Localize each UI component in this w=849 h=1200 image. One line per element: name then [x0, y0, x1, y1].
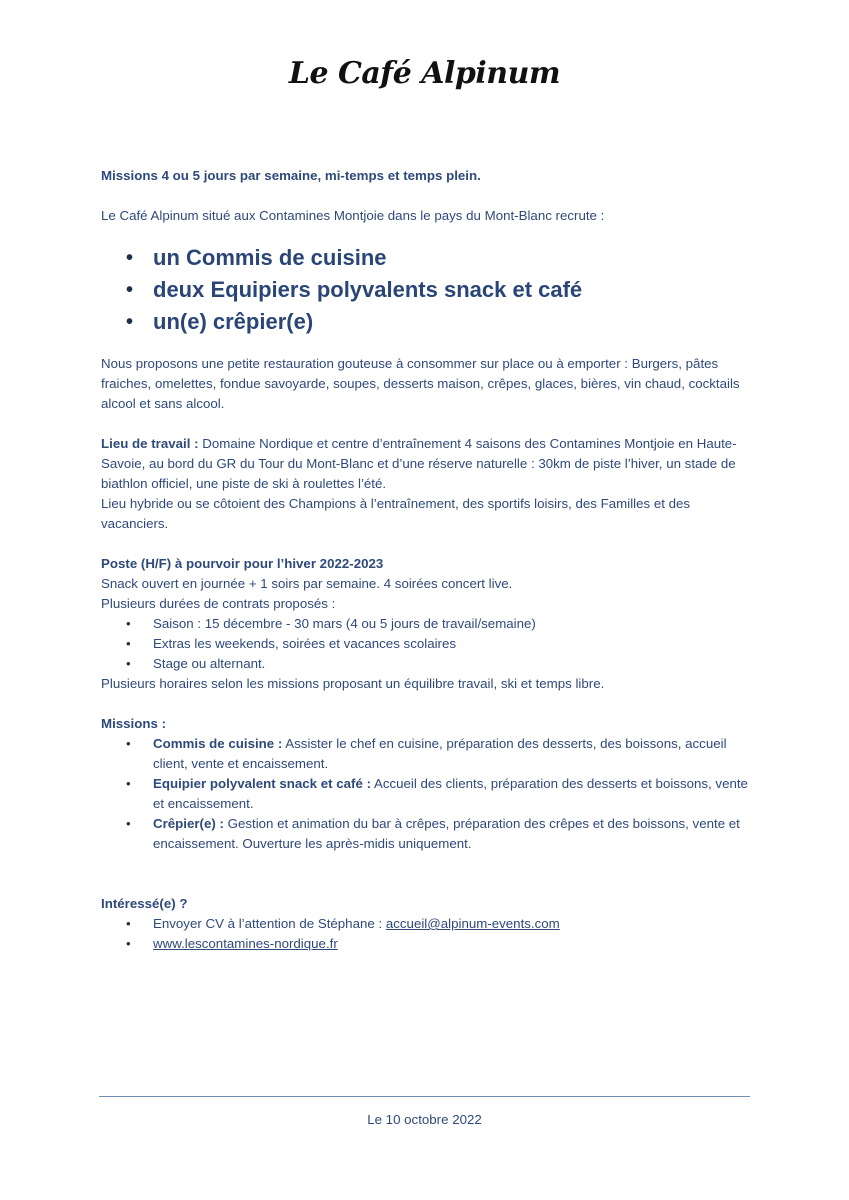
email-link[interactable]: accueil@alpinum-events.com [385, 916, 560, 931]
position-item: • deux Equipiers polyvalents snack et café [101, 274, 751, 306]
position-item: • un(e) crêpier(e) [101, 306, 751, 338]
mission-item [101, 814, 751, 854]
footer-divider [99, 1096, 750, 1097]
interesse-heading: Intéressé(e) ? [101, 896, 188, 911]
mission-item [101, 734, 751, 774]
cv-text: Envoyer CV à l’attention de Stéphane : [153, 916, 386, 931]
lieu-text-2: Lieu hybride ou se côtoient des Champions à l’entraînement, des sportifs loisirs, des Familles et des vacanciers. [101, 496, 691, 531]
intro-text: Le Café Alpinum situé aux Contamines Montjoie dans le pays du Mont-Blanc recrute : [101, 208, 605, 223]
footer-date: Le 10 octobre 2022 [367, 1112, 482, 1127]
intro-heading: Missions 4 ou 5 jours par semaine, mi-temps et temps plein. [101, 168, 481, 183]
mission-label: Crêpier(e) : [153, 816, 224, 831]
position-item: • un Commis de cuisine [101, 242, 751, 274]
contact-list [101, 914, 751, 954]
positions-list [101, 242, 751, 338]
mission-item [101, 774, 751, 814]
offer-text: Nous proposons une petite restauration gouteuse à consommer sur place ou à emporter : Burgers, pâtes fraiches, omelettes, fondue savoyarde, soupes, desserts maison, crêpes, glaces, bières, vin chaud, cocktails alcool et sans alcool. [101, 356, 740, 411]
mission-text: Gestion et animation du bar à crêpes, préparation des crêpes et des boissons, vente et encaissement. Ouverture les après-midis uniquement. [153, 816, 740, 851]
logo: Le Café Alpinum [288, 56, 561, 91]
missions-list [101, 734, 751, 854]
poste-line-1: Snack ouvert en journée + 1 soirs par semaine. 4 soirées concert live. [101, 576, 513, 591]
contract-item: • Stage ou alternant. [101, 654, 751, 674]
lieu-label: Lieu de travail : [101, 436, 199, 451]
contract-item: • Extras les weekends, soirées et vacances scolaires [101, 634, 751, 654]
lieu-paragraph [101, 434, 751, 494]
poste-line-3: Plusieurs horaires selon les missions proposant un équilibre travail, ski et temps libre. [101, 676, 605, 691]
website-link[interactable]: www.lescontamines-nordique.fr [153, 936, 338, 951]
poste-line-2: Plusieurs durées de contrats proposés : [101, 596, 336, 611]
contracts-list [101, 614, 751, 674]
contact-item-website [101, 934, 751, 954]
mission-label: Equipier polyvalent snack et café : [153, 776, 371, 791]
contact-item-cv [101, 914, 751, 934]
document-body [101, 166, 751, 954]
lieu-text: Domaine Nordique et centre d’entraînement 4 saisons des Contamines Montjoie en Haute-Savoie, au bord du GR du Tour du Mont-Blanc et d’une réserve naturelle : 30km de piste l’hiver, un stade de biathlon officiel, une piste de ski à roulettes l’été. [101, 436, 737, 491]
mission-text: Accueil des clients, préparation des desserts et boissons, vente et encaissement. [153, 776, 748, 811]
poste-heading: Poste (H/F) à pourvoir pour l’hiver 2022-2023 [101, 556, 384, 571]
mission-text: Assister le chef en cuisine, préparation des desserts, des boissons, accueil client, vente et encaissement. [153, 736, 727, 771]
contract-item: • Saison : 15 décembre - 30 mars (4 ou 5 jours de travail/semaine) [101, 614, 751, 634]
missions-heading: Missions : [101, 716, 167, 731]
mission-label: Commis de cuisine : [153, 736, 283, 751]
